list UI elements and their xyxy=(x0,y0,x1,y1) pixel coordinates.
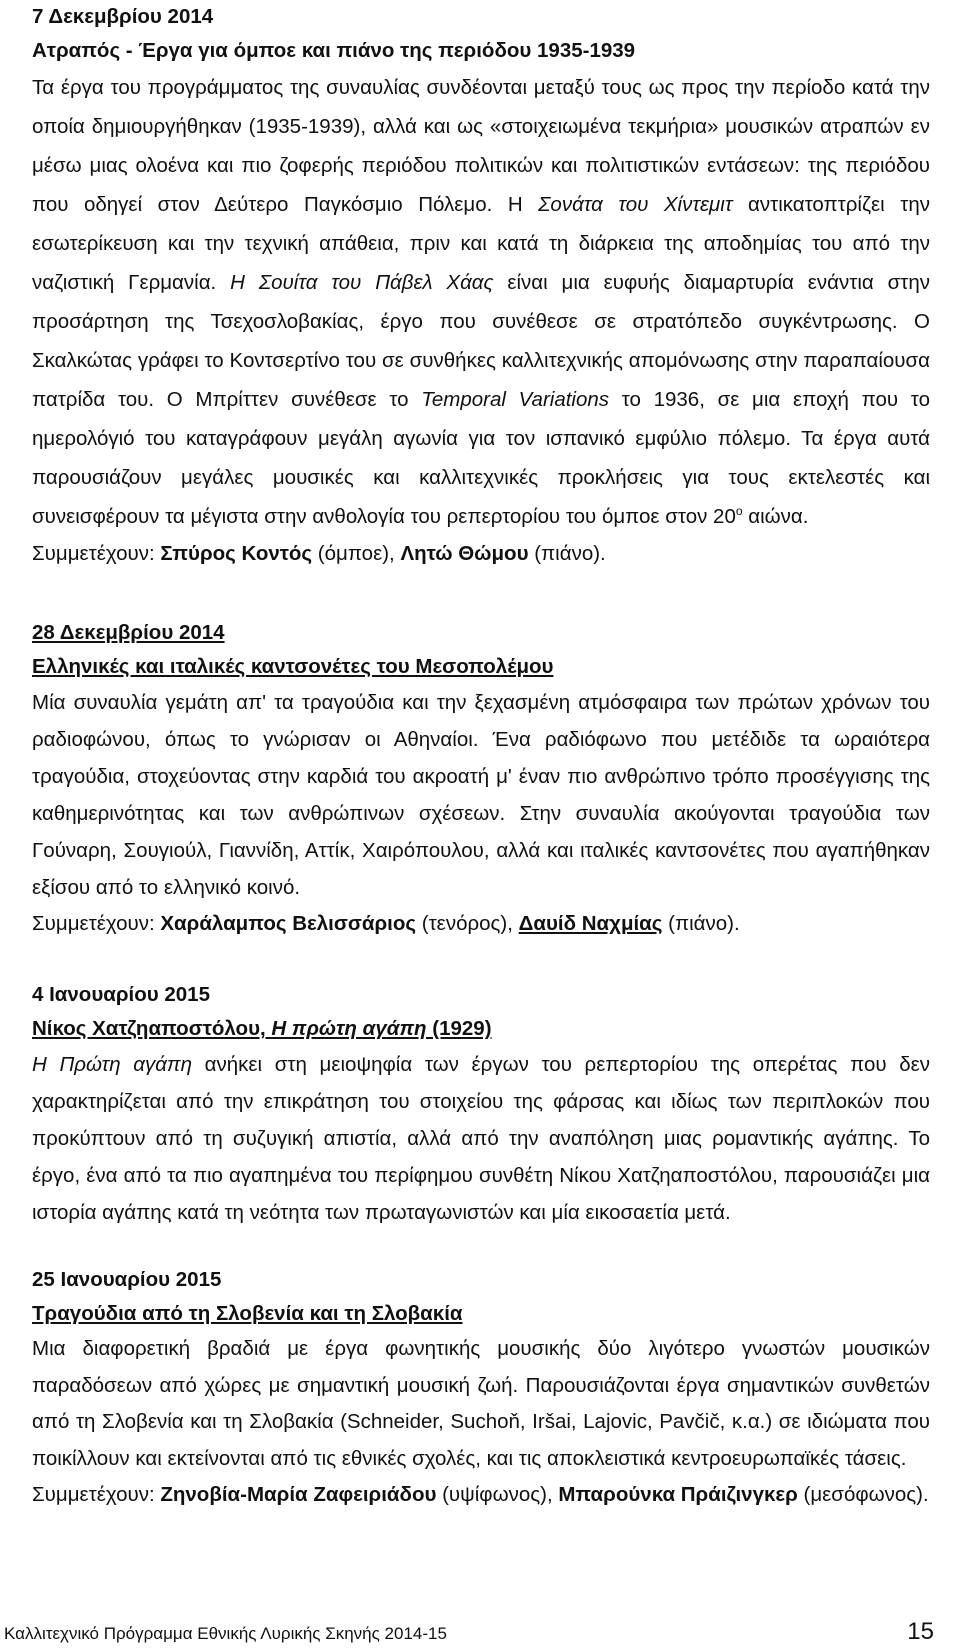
participants xyxy=(32,906,930,942)
event-description xyxy=(32,1046,930,1231)
event-title: Ελληνικές και ιταλικές καντσονέτες του Μεσοπολέμου xyxy=(32,655,554,678)
event-date: 28 Δεκεμβρίου 2014 xyxy=(32,621,225,644)
text-run: αντικατοπτρίζει την εσωτερίκευση και την τεχνική απάθεια, πριν και κατά τη διάρκεια της αποδημίας του από την ναζιστική Γερμανία. xyxy=(32,193,930,294)
event-title xyxy=(32,1012,930,1046)
performer-role: (όμποε), xyxy=(312,542,401,565)
event-date: 4 Ιανουαρίου 2015 xyxy=(32,983,210,1006)
text-run: το 1936, σε μια εποχή που το ημερολόγιό του καταγράφουν μεγάλη αγωνία για τον ισπανικό εμφύλιο πόλεμο. Τα έργα αυτά παρουσιάζουν μεγάλες μουσικές και καλλιτεχνικές προκλήσεις για τους εκτελεστές και συνεισφέρουν τα μέγιστα στην ανθολογία του ρεπερτορίου του όμποε στον 20 xyxy=(32,388,930,528)
work-title: Η Σουίτα του Πάβελ Χάας xyxy=(230,271,494,294)
event-section-4 xyxy=(32,1263,930,1513)
performer-role: (πιάνο). xyxy=(528,542,606,565)
page-footer xyxy=(0,1618,960,1651)
footer-text: Καλλιτεχνικό Πρόγραμμα Εθνικής Λυρικής Σκηνής 2014-15 xyxy=(4,1624,447,1643)
event-date: 25 Ιανουαρίου 2015 xyxy=(32,1268,222,1291)
page-number: 15 xyxy=(907,1618,934,1645)
work-title: Η πρώτη αγάπη xyxy=(271,1017,427,1040)
participants-label: Συμμετέχουν: xyxy=(32,1483,161,1506)
title-run: Νίκος Χατζηαποστόλου, xyxy=(32,1017,272,1040)
event-section-1 xyxy=(32,0,930,572)
performer-name: Δαυίδ Ναχμίας xyxy=(518,912,663,935)
document-page xyxy=(32,0,930,1513)
performer-name: Σπύρος Κοντός xyxy=(160,542,313,565)
event-description: Μια διαφορετική βραδιά με έργα φωνητικής μουσικής δύο λιγότερο γνωστών μουσικών παραδόσεων από χώρες με σημαντική μουσική ζωή. Παρουσιάζονται έργα σημαντικών συνθετών από τη Σλοβενία και τη Σλοβακία (Schneider, Suchoň, Iršai, Lajovic, Pavčič, κ.α.) σε ιδιώματα που ποικίλλουν και εκτείνονται από τις εθνικές σχολές, και τις αποκλειστικά κεντροευρωπαϊκές τάσεις. xyxy=(32,1337,930,1470)
performer-role: (τενόρος), xyxy=(416,912,519,935)
performer-name: Ζηνοβία-Μαρία Ζαφειριάδου xyxy=(160,1483,437,1506)
event-title: Τραγούδια από τη Σλοβενία και τη Σλοβακία xyxy=(32,1302,463,1325)
event-description xyxy=(32,68,930,536)
work-title: Σονάτα του Χίντεμιτ xyxy=(538,193,733,216)
work-title: Η Πρώτη αγάπη xyxy=(32,1053,193,1076)
event-section-3 xyxy=(32,978,930,1231)
performer-role: (μεσόφωνος). xyxy=(797,1483,929,1506)
performer-role: (πιάνο). xyxy=(662,912,740,935)
text-run: αιώνα. xyxy=(742,505,809,528)
participants xyxy=(32,536,930,572)
event-description: Μία συναυλία γεμάτη απ' τα τραγούδια και την ξεχασμένη ατμόσφαιρα των πρώτων χρόνων του ραδιοφώνου, όπως το γνώρισαν οι Αθηναίοι. Ένα ραδιόφωνο που μετέδιδε τα ωραιότερα τραγούδια, στοχεύοντας στην καρδιά του ακροατή μ' έναν πιο ανθρώπινο τρόπο προσέγγισης της καθημερινότητας και των ανθρώπινων σχέσεων. Στην συναυλία ακούγονται τραγούδια των Γούναρη, Σουγιούλ, Γιαννίδη, Αττίκ, Χαιρόπουλου, αλλά και ιταλικές καντσονέτες που αγαπήθηκαν εξίσου από το ελληνικό κοινό. xyxy=(32,691,930,899)
event-section-2 xyxy=(32,616,930,942)
event-date: 7 Δεκεμβρίου 2014 xyxy=(32,5,214,28)
text-run: Τα έργα του προγράμματος της συναυλίας συνδέονται μεταξύ τους ως προς την περίοδο κατά την οποία δημιουργήθηκαν (1935-1939), αλλά και ως «στοιχειωμένα τεκμήρια» μουσικών ατραπών εν μέσω μιας ολοένα και πιο ζοφερής περιόδου πολιτικών και πολιτιστικών εντάσεων: της περιόδου που οδηγεί στον Δεύτερο Παγκόσμιο Πόλεμο. Η xyxy=(32,76,930,216)
performer-role: (υψίφωνος), xyxy=(436,1483,559,1506)
participants-label: Συμμετέχουν: xyxy=(32,912,161,935)
text-run: ανήκει στη μειοψηφία των έργων του ρεπερτορίου της οπερέτας που δεν χαρακτηρίζεται από την επικράτηση του στοιχείου της φάρσας και ιδίως των περιπλοκών που προκύπτουν από τη συζυγική απιστία, αλλά από την αναπόληση μιας ρομαντικής αγάπης. Το έργο, ένα από τα πιο αγαπημένα του περίφημου συνθέτη Νίκου Χατζηαποστόλου, παρουσιάζει μια ιστορία αγάπης κατά τη νεότητα των πρωταγωνιστών και μία εικοσαετία μετά. xyxy=(32,1053,930,1224)
participants xyxy=(32,1477,930,1513)
work-title: Temporal Variations xyxy=(421,388,610,411)
participants-label: Συμμετέχουν: xyxy=(32,542,161,565)
performer-name: Χαράλαμπος Βελισσάριος xyxy=(160,912,417,935)
performer-name: Λητώ Θώμου xyxy=(400,542,529,565)
event-title: Ατραπός - Έργα για όμποε και πιάνο της περιόδου 1935-1939 xyxy=(32,39,636,62)
text-run: είναι μια ευφυής διαμαρτυρία ενάντια στην προσάρτηση της Τσεχοσλοβακίας, έργο που συνέθεσε σε στρατόπεδο συγκέντρωσης. Ο Σκαλκώτας γράφει το Κοντσερτίνο του σε συνθήκες καλλιτεχνικής απομόνωσης στην παραπαίουσα πατρίδα του. Ο Μπρίττεν συνέθεσε το xyxy=(32,271,931,411)
title-run: (1929) xyxy=(426,1017,492,1040)
superscript: ο xyxy=(735,504,743,519)
performer-name: Μπαρούνκα Πράιζινγκερ xyxy=(558,1483,798,1506)
